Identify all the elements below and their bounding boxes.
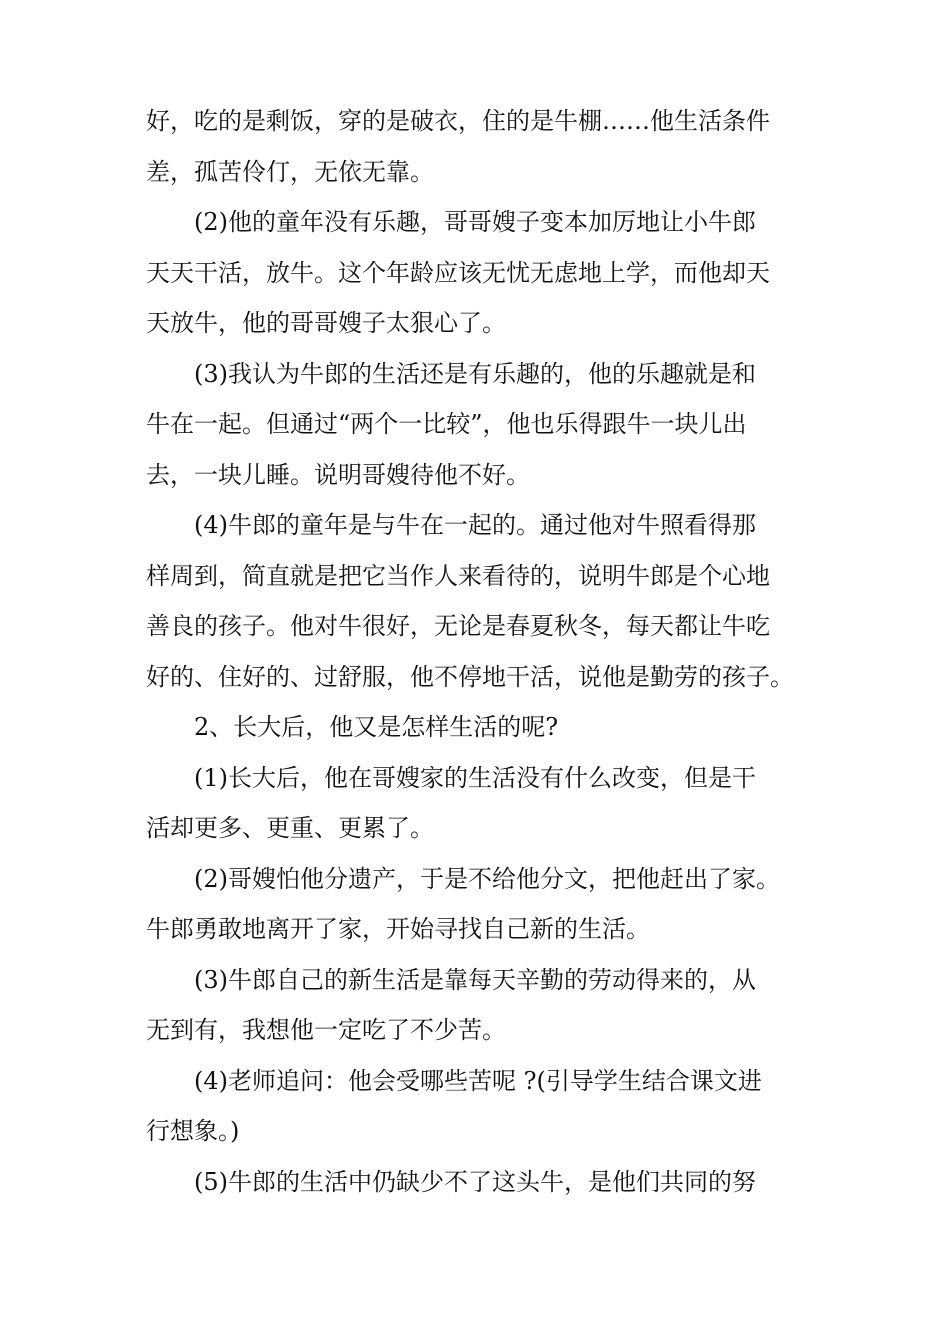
text-line: 去，一块儿睡。说明哥嫂待他不好。 xyxy=(146,460,530,489)
text-line: 好的、住好的、过舒服，他不停地干活，说他是勤劳的孩子。 xyxy=(146,662,794,691)
paragraph-start-line: (4)老师追问：他会受哪些苦呢 ?(引导学生结合课文进 xyxy=(194,1066,762,1095)
text-line: 行想象。) xyxy=(146,1117,240,1145)
paragraph-start-line: (1)长大后，他在哥嫂家的生活没有什么改变，但是干 xyxy=(194,763,756,792)
text-line: 样周到，简直就是把它当作人来看待的，说明牛郎是个心地 xyxy=(146,561,770,590)
text-line: 牛郎勇敢地离开了家，开始寻找自己新的生活。 xyxy=(146,915,650,943)
document-body xyxy=(146,96,808,1207)
text-line: 善良的孩子。他对牛很好，无论是春夏秋冬，每天都让牛吃 xyxy=(146,612,770,640)
paragraph-start-line: (2)他的童年没有乐趣，哥哥嫂子变本加厉地让小牛郎 xyxy=(194,208,756,236)
paragraph-start-line: (3)我认为牛郎的生活还是有乐趣的，他的乐趣就是和 xyxy=(194,359,756,388)
paragraph-start-line: (5)牛郎的生活中仍缺少不了这头牛，是他们共同的努 xyxy=(194,1167,756,1196)
text-line: 牛在一起。但通过“两个一比较”，他也乐得跟牛一块儿出 xyxy=(146,410,747,438)
text-line: 差，孤苦伶仃，无依无靠。 xyxy=(146,157,434,186)
paragraph-start-line: (4)牛郎的童年是与牛在一起的。通过他对牛照看得那 xyxy=(194,511,756,539)
text-line: 天天干活，放牛。这个年龄应该无忧无虑地上学，而他却天 xyxy=(146,258,770,287)
section-heading: 2、长大后，他又是怎样生活的呢? xyxy=(194,713,559,741)
text-line: 活却更多、更重、更累了。 xyxy=(146,814,434,842)
text-line: 好，吃的是剩饭，穿的是破衣，住的是牛棚……他生活条件 xyxy=(146,107,770,135)
text-line: 无到有，我想他一定吃了不少苦。 xyxy=(146,1016,506,1044)
paragraph-start-line: (3)牛郎自己的新生活是靠每天辛勤的劳动得来的，从 xyxy=(194,965,756,994)
paragraph-start-line: (2)哥嫂怕他分遗产，于是不给他分文，把他赶出了家。 xyxy=(194,864,780,893)
text-line: 天放牛，他的哥哥嫂子太狠心了。 xyxy=(146,309,506,337)
